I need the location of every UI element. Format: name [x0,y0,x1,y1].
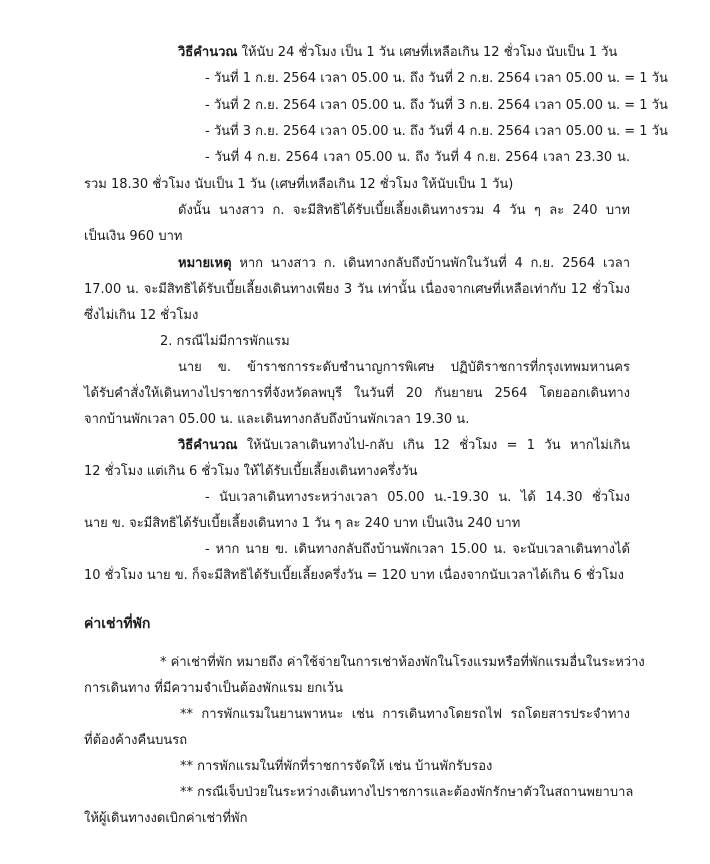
calc1-conclusion: ดังนั้น นางสาว ก. จะมีสิทธิได้รับเบี้ยเลี้ยงเดินทางรวม 4 วัน ๆ ละ 240 บาท [178,203,630,218]
calc2-line-1 [178,437,630,455]
calc2-text-1: ให้นับเวลาเดินทางไป-กลับ เกิน 12 ชั่วโมง = 1 วัน หากไม่เกิน [237,438,630,453]
case2-line-2: ได้รับคำสั่งให้เดินทางไปราชการที่จังหวัดลพบุรี ในวันที่ 20 กันยายน 2564 โดยออกเดินทาง [84,386,630,401]
case2-title: 2. กรณีไม่มีการพักแรม [160,334,290,349]
calc2-bullet-1-line-2: นาย ข. จะมีสิทธิได้รับเบี้ยเลี้ยงเดินทาง 1 วัน ๆ ละ 240 บาท เป็นเงิน 240 บาท [84,516,521,531]
calc1-intro-line [178,44,617,62]
note-line-2: 17.00 น. จะมีสิทธิได้รับเบี้ยเลี้ยงเดินทางเพียง 3 วัน เท่านั้น เนื่องจากเศษที่เหลือเท่ากับ 12 ชั่วโมง [84,282,630,297]
calc2-label: วิธีคำนวณ [178,438,238,453]
lodging-exception-1-line-1: ** การพักแรมในยานพาหนะ เช่น การเดินทางโดยรถไฟ รถโดยสารประจำทาง [180,707,630,722]
case2-line-3: จากบ้านพักเวลา 05.00 น. และเดินทางกลับถึงบ้านพักเวลา 19.30 น. [84,412,470,427]
calc2-bullet-1-line-1: - นับเวลาเดินทางระหว่างเวลา 05.00 น.-19.30 น. ได้ 14.30 ชั่วโมง [205,490,630,505]
lodging-definition-line-2: การเดินทาง ที่มีความจำเป็นต้องพักแรม ยกเว้น [84,681,343,696]
lodging-exception-3-line-2: ให้ผู้เดินทางงดเบิกค่าเช่าที่พัก [84,811,248,826]
calc2-line-2: 12 ชั่วโมง แต่เกิน 6 ชั่วโมง ให้ได้รับเบี้ยเลี้ยงเดินทางครึ่งวัน [84,464,418,479]
lodging-definition-line-1: * ค่าเช่าที่พัก หมายถึง ค่าใช้จ่ายในการเช่าห้องพักในโรงแรมหรือที่พักแรมอื่นในระหว่าง [160,655,645,670]
lodging-exception-1-line-2: ที่ต้องค้างคืนบนรถ [84,733,188,748]
calc1-item-1: - วันที่ 1 ก.ย. 2564 เวลา 05.00 น. ถึง วันที่ 2 ก.ย. 2564 เวลา 05.00 น. = 1 วัน [205,71,668,86]
calc1-conclusion-amount: เป็นเงิน 960 บาท [84,229,183,244]
calc1-item-3: - วันที่ 3 ก.ย. 2564 เวลา 05.00 น. ถึง วันที่ 4 ก.ย. 2564 เวลา 05.00 น. = 1 วัน [205,124,668,139]
calc1-label: วิธีคำนวณ [178,45,238,60]
calc2-bullet-2-line-1: - หาก นาย ข. เดินทางกลับถึงบ้านพักเวลา 15.00 น. จะนับเวลาเดินทางได้ [205,542,630,557]
calc1-intro: ให้นับ 24 ชั่วโมง เป็น 1 วัน เศษที่เหลือเกิน 12 ชั่วโมง นับเป็น 1 วัน [237,45,618,60]
case2-line-1: นาย ข. ข้าราชการระดับชำนาญการพิเศษ ปฏิบัติราชการที่กรุงเทพมหานคร [178,360,630,375]
note-text-1: หาก นางสาว ก. เดินทางกลับถึงบ้านพักในวันที่ 4 ก.ย. 2564 เวลา [231,256,630,271]
calc1-item-4: - วันที่ 4 ก.ย. 2564 เวลา 05.00 น. ถึง วันที่ 4 ก.ย. 2564 เวลา 23.30 น. [205,150,630,165]
note-line-3: ซึ่งไม่เกิน 12 ชั่วโมง [84,308,199,323]
calc1-item-2: - วันที่ 2 ก.ย. 2564 เวลา 05.00 น. ถึง วันที่ 3 ก.ย. 2564 เวลา 05.00 น. = 1 วัน [205,98,668,113]
calc1-item-4-continuation: รวม 18.30 ชั่วโมง นับเป็น 1 วัน (เศษที่เหลือเกิน 12 ชั่วโมง ให้นับเป็น 1 วัน) [84,177,514,192]
note-line-1 [178,255,630,273]
lodging-exception-2: ** การพักแรมในที่พักที่ราชการจัดให้ เช่น บ้านพักรับรอง [180,759,493,774]
lodging-exception-3-line-1: ** กรณีเจ็บป่วยในระหว่างเดินทางไปราชการและต้องพักรักษาตัวในสถานพยาบาล [180,785,634,800]
section-heading-lodging: ค่าเช่าที่พัก [84,616,151,632]
note-label: หมายเหตุ [178,256,232,271]
calc2-bullet-2-line-2: 10 ชั่วโมง นาย ข. ก็จะมีสิทธิได้รับเบี้ยเลี้ยงครึ่งวัน = 120 บาท เนื่องจากนับเวลาได้เกิน 6 ชั่วโมง [84,568,625,583]
